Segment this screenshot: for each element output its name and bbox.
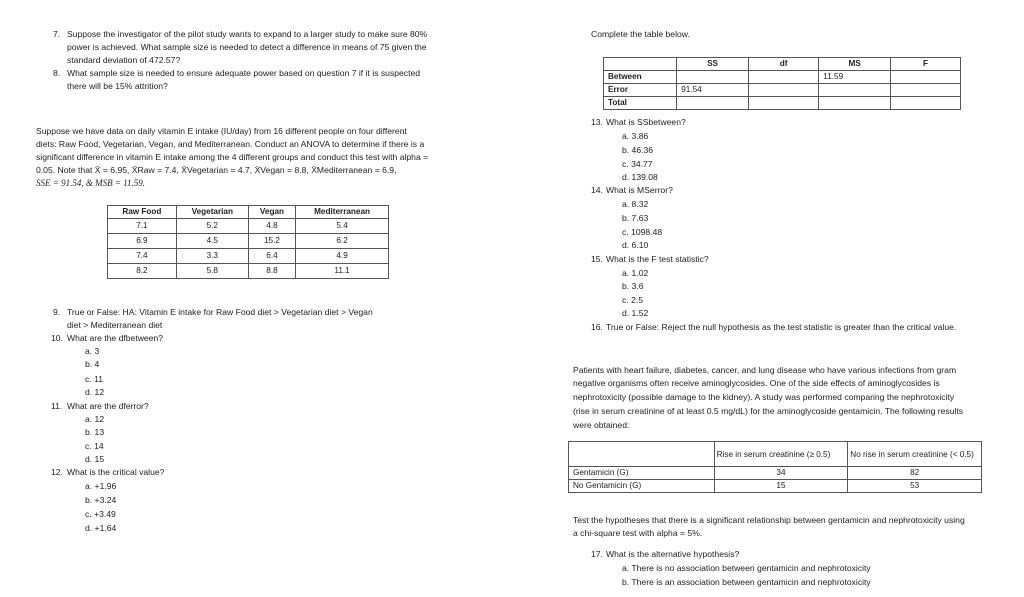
q12-number: 12. — [51, 467, 63, 477]
q8-line-1: What sample size is needed to ensure adequate power based on question 7 if it is suspected — [67, 68, 421, 78]
anova-intro-line-4: 0.05. Note that X̄ = 6.95, X̄Raw = 7.4, X̄Vegetarian = 4.7, X̄Vegan = 8.8, X̄Mediterranean = 6.9, — [36, 165, 397, 175]
q16-text: True or False: Reject the null hypothesis as the test statistic is greater than the critical value. — [606, 322, 957, 332]
q10-option-d: d. 12 — [85, 387, 105, 397]
table-cell: 8.2 — [108, 264, 177, 279]
table-cell — [748, 84, 818, 97]
q14-option-c: c. 1098.48 — [622, 227, 663, 237]
q12-option-b: b. +3.24 — [85, 495, 117, 505]
genta-header-norise: No rise in serum creatinine (< 0.5) — [848, 442, 982, 467]
q16-number: 16. — [591, 322, 603, 332]
genta-intro-line-5: were obtained: — [573, 420, 630, 430]
anova-table — [603, 57, 961, 110]
q14-option-b: b. 7.63 — [622, 213, 649, 223]
q13-option-a: a. 3.86 — [622, 131, 649, 141]
q10-option-b: b. 4 — [85, 359, 100, 369]
table-cell — [890, 97, 960, 110]
anova-intro-line-5: SSE = 91.54, & MSB = 11.59. — [36, 178, 145, 188]
table-cell: 4.8 — [248, 219, 295, 234]
genta-header-blank — [569, 442, 715, 467]
diet-header-mediterranean: Mediterranean — [296, 206, 389, 219]
q7-number: 7. — [53, 29, 61, 39]
q14-option-a: a. 8.32 — [622, 199, 649, 209]
table-cell: 4.9 — [296, 249, 389, 264]
q11-option-c: c. 14 — [85, 441, 104, 451]
q8-line-2: there will be 15% attrition? — [67, 81, 168, 91]
anova-intro-line-2: diets: Raw Food, Vegetarian, Vegan, and Mediterranean. Conduct an ANOVA to determine if there is a — [36, 139, 425, 149]
q14-number: 14. — [591, 185, 603, 195]
q14-text: What is MSerror? — [606, 185, 673, 195]
q10-number: 10. — [51, 333, 63, 343]
q13-text: What is SSbetween? — [606, 117, 686, 127]
test-instruction-line-2: a chi-square test with alpha = 5%. — [573, 528, 703, 538]
q12-option-d: d. +1.64 — [85, 523, 117, 533]
table-cell: 34 — [714, 467, 848, 480]
table-cell: 7.4 — [108, 249, 177, 264]
q13-option-c: c. 34.77 — [622, 159, 653, 169]
q15-option-d: d. 1.52 — [622, 308, 649, 318]
diet-header-vegetarian: Vegetarian — [176, 206, 248, 219]
table-cell: 5.8 — [176, 264, 248, 279]
q17-option-a: a. There is no association between gentamicin and nephrotoxicity — [622, 563, 871, 573]
table-cell — [748, 97, 818, 110]
q9-number: 9. — [53, 307, 61, 317]
table-cell: 6.2 — [296, 234, 389, 249]
gentamicin-table — [568, 441, 982, 493]
q11-option-d: d. 15 — [85, 454, 105, 464]
anova-intro-line-1: Suppose we have data on daily vitamin E intake (IU/day) from 16 different people on four different — [36, 126, 407, 136]
genta-row-label: Gentamicin (G) — [569, 467, 715, 480]
q15-text: What is the F test statistic? — [606, 254, 709, 264]
table-cell: 53 — [848, 480, 982, 493]
table-cell: 8.8 — [248, 264, 295, 279]
q11-text: What are the dferror? — [67, 401, 149, 411]
q11-option-b: b. 13 — [85, 427, 105, 437]
table-cell: 15 — [714, 480, 848, 493]
q17-option-b: b. There is an association between gentamicin and nephrotoxicity — [622, 577, 871, 587]
table-cell — [677, 71, 749, 84]
genta-intro-line-4: (rise in serum creatinine of at least 0.5 mg/dL) for the aminoglycoside gentamicin. The following results — [573, 406, 964, 416]
q11-number: 11. — [51, 401, 63, 411]
table-cell: 15.2 — [248, 234, 295, 249]
q9-line-1: True or False: HA: Vitamin E intake for Raw Food diet > Vegetarian diet > Vegan — [67, 307, 373, 317]
q14-option-d: d. 6.10 — [622, 240, 649, 250]
table-cell: 6.4 — [248, 249, 295, 264]
q15-option-c: c. 2.5 — [622, 295, 644, 305]
table-cell: 11.59 — [819, 71, 891, 84]
q17-text: What is the alternative hypothesis? — [606, 549, 740, 559]
table-instruction: Complete the table below. — [591, 29, 690, 39]
table-cell: 4.5 — [176, 234, 248, 249]
genta-row-label: No Gentamicin (G) — [569, 480, 715, 493]
anova-header-ms: MS — [819, 58, 891, 71]
diet-table — [107, 205, 389, 279]
q7-line-1: Suppose the investigator of the pilot study wants to expand to a larger study to make sure 80% — [67, 29, 428, 39]
table-cell: 91.54 — [677, 84, 749, 97]
q7-line-2: power is achieved. What sample size is needed to detect a difference in means of 75 given the — [67, 42, 427, 52]
q10-option-a: a. 3 — [85, 346, 100, 356]
anova-header-blank — [604, 58, 677, 71]
genta-header-rise: Rise in serum creatinine (≥ 0.5) — [714, 442, 848, 467]
q15-option-a: a. 1.02 — [622, 268, 649, 278]
genta-intro-line-3: nephrotoxicity (possible damage to the kidney). A study was performed comparing the nephrotoxicity — [573, 392, 955, 402]
diet-header-raw: Raw Food — [108, 206, 177, 219]
q10-option-c: c. 11 — [85, 374, 103, 384]
table-cell: 5.2 — [176, 219, 248, 234]
q11-option-a: a. 12 — [85, 414, 105, 424]
anova-row-label: Total — [604, 97, 677, 110]
table-cell: 7.1 — [108, 219, 177, 234]
anova-header-df: df — [748, 58, 818, 71]
q15-number: 15. — [591, 254, 603, 264]
q12-text: What is the critical value? — [67, 467, 165, 477]
table-cell — [890, 84, 960, 97]
q17-number: 17. — [591, 549, 603, 559]
q12-option-a: a. +1.96 — [85, 481, 117, 491]
q8-number: 8. — [53, 68, 61, 78]
q12-option-c: c. +3.49 — [85, 509, 116, 519]
table-cell — [748, 71, 818, 84]
anova-intro-line-3: significant difference in vitamin E intake among the 4 different groups and conduct this test with alpha = — [36, 152, 429, 162]
genta-intro-line-1: Patients with heart failure, diabetes, cancer, and lung disease who have various infections from gram — [573, 365, 957, 375]
anova-row-label: Error — [604, 84, 677, 97]
table-cell — [677, 97, 749, 110]
table-cell — [819, 97, 891, 110]
table-cell: 3.3 — [176, 249, 248, 264]
table-cell: 6.9 — [108, 234, 177, 249]
q10-text: What are the dfbetween? — [67, 333, 164, 343]
anova-row-label: Between — [604, 71, 677, 84]
q9-line-2: diet > Mediterranean diet — [67, 320, 163, 330]
table-cell — [890, 71, 960, 84]
table-cell: 5.4 — [296, 219, 389, 234]
q13-option-d: d. 139.08 — [622, 172, 658, 182]
genta-intro-line-2: negative organisms often receive aminoglycosides. One of the side effects of aminoglycosides is — [573, 378, 940, 388]
anova-header-ss: SS — [677, 58, 749, 71]
q7-line-3: standard deviation of 472.57? — [67, 55, 181, 65]
diet-header-vegan: Vegan — [248, 206, 295, 219]
q13-number: 13. — [591, 117, 603, 127]
q13-option-b: b. 46.36 — [622, 145, 654, 155]
table-cell: 11.1 — [296, 264, 389, 279]
test-instruction-line-1: Test the hypotheses that there is a significant relationship between gentamicin and nephrotoxicity using — [573, 515, 965, 525]
table-cell: 82 — [848, 467, 982, 480]
table-cell — [819, 84, 891, 97]
q15-option-b: b. 3.6 — [622, 281, 644, 291]
anova-header-f: F — [890, 58, 960, 71]
